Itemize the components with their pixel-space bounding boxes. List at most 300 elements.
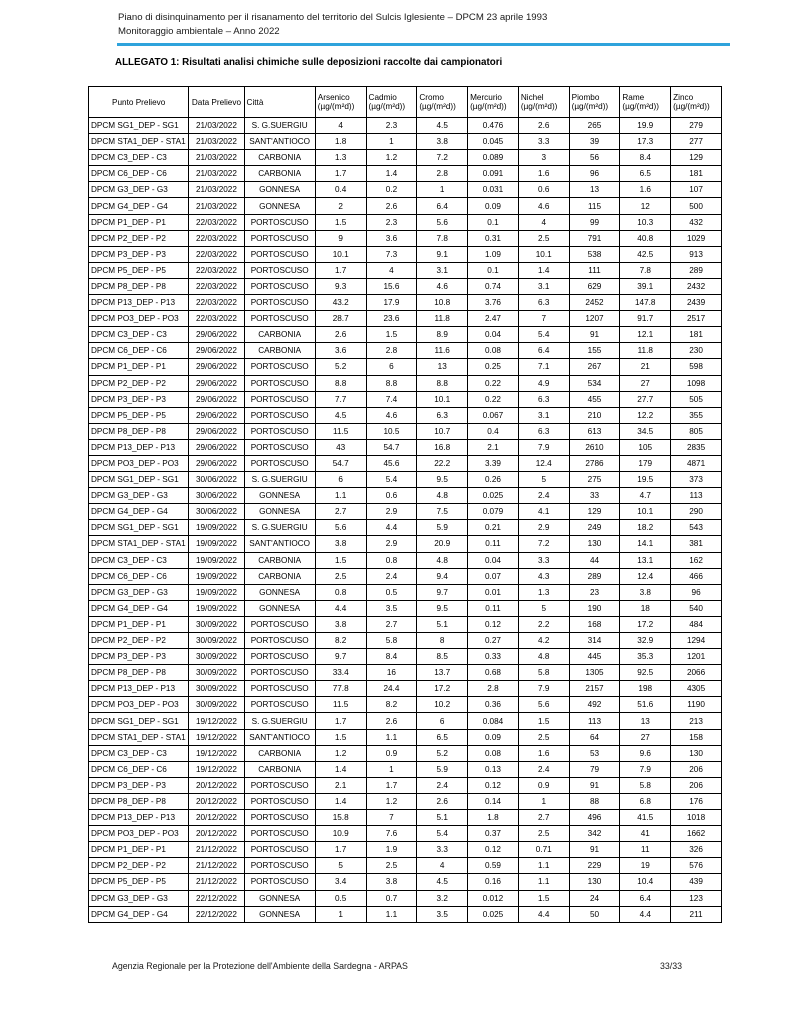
table-cell: 6.3: [417, 407, 468, 423]
table-cell: 181: [671, 327, 722, 343]
table-cell: CARBONIA: [244, 761, 315, 777]
table-cell: 19: [620, 858, 671, 874]
table-cell: 19/12/2022: [189, 745, 244, 761]
table-cell: 1.7: [315, 166, 366, 182]
table-cell: PORTOSCUSO: [244, 810, 315, 826]
table-cell: 4.4: [518, 906, 569, 922]
table-cell: 29/06/2022: [189, 423, 244, 439]
table-cell: 30/09/2022: [189, 665, 244, 681]
table-cell: 35.3: [620, 649, 671, 665]
table-cell: 2.4: [366, 568, 417, 584]
table-row: [89, 600, 722, 616]
table-cell: 3.39: [468, 455, 519, 471]
table-cell: 4.2: [518, 633, 569, 649]
table-cell: 29/06/2022: [189, 359, 244, 375]
table-cell: DPCM P1_DEP - P1: [89, 214, 189, 230]
table-cell: 0.045: [468, 134, 519, 150]
table-cell: 0.4: [315, 182, 366, 198]
table-cell: 30/06/2022: [189, 504, 244, 520]
table-cell: 5: [518, 600, 569, 616]
table-cell: 2610: [569, 439, 620, 455]
table-cell: 2.1: [315, 777, 366, 793]
table-cell: DPCM G3_DEP - G3: [89, 584, 189, 600]
table-cell: 0.8: [366, 552, 417, 568]
table-cell: 0.067: [468, 407, 519, 423]
table-cell: 289: [569, 568, 620, 584]
table-cell: 3.6: [315, 343, 366, 359]
table-cell: 3.3: [518, 134, 569, 150]
table-cell: 913: [671, 246, 722, 262]
table-cell: 1.4: [315, 761, 366, 777]
table-cell: 11.5: [315, 423, 366, 439]
table-cell: 1.7: [366, 777, 417, 793]
table-cell: 0.01: [468, 584, 519, 600]
table-cell: 4.6: [417, 278, 468, 294]
table-cell: 484: [671, 616, 722, 632]
table-row: [89, 182, 722, 198]
table-cell: 105: [620, 439, 671, 455]
table-cell: DPCM P5_DEP - P5: [89, 407, 189, 423]
table-cell: 4: [518, 214, 569, 230]
table-cell: 0.26: [468, 472, 519, 488]
table-cell: 0.7: [366, 890, 417, 906]
table-cell: 33.4: [315, 665, 366, 681]
table-cell: 7.4: [366, 391, 417, 407]
table-cell: 3.8: [620, 584, 671, 600]
table-cell: 2.4: [417, 777, 468, 793]
column-header-label: Punto Prelievo: [112, 97, 166, 107]
table-cell: 0.031: [468, 182, 519, 198]
table-cell: 8.2: [366, 697, 417, 713]
table-row: [89, 166, 722, 182]
table-cell: 4.6: [366, 407, 417, 423]
table-cell: 8.8: [315, 375, 366, 391]
header-line-1: Piano di disinquinamento per il risanamento del territorio del Sulcis Iglesiente – DPCM 23 aprile 1993: [118, 12, 548, 23]
table-cell: 5.9: [417, 761, 468, 777]
table-cell: 8.8: [417, 375, 468, 391]
table-cell: 155: [569, 343, 620, 359]
table-cell: 439: [671, 874, 722, 890]
table-cell: 576: [671, 858, 722, 874]
table-cell: S. G.SUERGIU: [244, 520, 315, 536]
table-row: [89, 150, 722, 166]
header-line-2: Monitoraggio ambientale – Anno 2022: [118, 25, 280, 37]
table-cell: 5.6: [518, 697, 569, 713]
table-cell: 4.5: [315, 407, 366, 423]
table-cell: 7.9: [518, 681, 569, 697]
table-cell: 1.5: [315, 552, 366, 568]
table-cell: 11.8: [417, 311, 468, 327]
table-cell: 11: [620, 842, 671, 858]
table-cell: 3.4: [315, 874, 366, 890]
table-cell: 5.4: [417, 826, 468, 842]
table-row: [89, 488, 722, 504]
table-cell: DPCM C3_DEP - C3: [89, 327, 189, 343]
table-cell: 249: [569, 520, 620, 536]
table-cell: 107: [671, 182, 722, 198]
table-cell: 181: [671, 166, 722, 182]
table-cell: DPCM PO3_DEP - PO3: [89, 455, 189, 471]
table-cell: 198: [620, 681, 671, 697]
table-cell: 1.1: [366, 906, 417, 922]
table-cell: 7: [366, 810, 417, 826]
table-cell: 598: [671, 359, 722, 375]
table-cell: DPCM P5_DEP - P5: [89, 262, 189, 278]
table-cell: 496: [569, 810, 620, 826]
table-cell: 30/09/2022: [189, 633, 244, 649]
table-cell: DPCM G3_DEP - G3: [89, 182, 189, 198]
table-cell: CARBONIA: [244, 150, 315, 166]
table-cell: 19/09/2022: [189, 536, 244, 552]
table-cell: DPCM P13_DEP - P13: [89, 439, 189, 455]
table-cell: 2432: [671, 278, 722, 294]
table-cell: 805: [671, 423, 722, 439]
column-header-unit: (µg/(m²d)): [673, 102, 710, 111]
table-header: [89, 87, 722, 118]
table-cell: 51.6: [620, 697, 671, 713]
table-cell: 4.9: [518, 375, 569, 391]
table-row: [89, 311, 722, 327]
column-header: [244, 87, 315, 118]
table-cell: 2.6: [366, 198, 417, 214]
table-cell: SANT'ANTIOCO: [244, 536, 315, 552]
table-cell: 9.4: [417, 568, 468, 584]
table-cell: PORTOSCUSO: [244, 874, 315, 890]
table-row: [89, 616, 722, 632]
table-cell: 791: [569, 230, 620, 246]
table-cell: 2.8: [417, 166, 468, 182]
table-cell: PORTOSCUSO: [244, 826, 315, 842]
table-cell: S. G.SUERGIU: [244, 713, 315, 729]
table-cell: 14.1: [620, 536, 671, 552]
table-cell: 179: [620, 455, 671, 471]
table-cell: GONNESA: [244, 198, 315, 214]
table-cell: 10.8: [417, 295, 468, 311]
table-cell: 0.089: [468, 150, 519, 166]
table-cell: 2.4: [518, 488, 569, 504]
table-cell: 6: [366, 359, 417, 375]
table-cell: 2.5: [518, 729, 569, 745]
table-row: [89, 423, 722, 439]
table-cell: 0.4: [468, 423, 519, 439]
table-cell: 1.9: [366, 842, 417, 858]
table-cell: 13: [620, 713, 671, 729]
table-cell: DPCM C3_DEP - C3: [89, 552, 189, 568]
table-row: [89, 134, 722, 150]
table-cell: GONNESA: [244, 906, 315, 922]
table-cell: PORTOSCUSO: [244, 777, 315, 793]
table-cell: PORTOSCUSO: [244, 375, 315, 391]
table-cell: 130: [569, 536, 620, 552]
table-cell: 2.2: [518, 616, 569, 632]
table-cell: 2066: [671, 665, 722, 681]
table-cell: 1.1: [518, 858, 569, 874]
table-cell: DPCM PO3_DEP - PO3: [89, 697, 189, 713]
table-cell: 1.4: [366, 166, 417, 182]
table-cell: 2.6: [417, 793, 468, 809]
table-cell: PORTOSCUSO: [244, 439, 315, 455]
table-row: [89, 649, 722, 665]
table-cell: DPCM P3_DEP - P3: [89, 391, 189, 407]
table-cell: 18: [620, 600, 671, 616]
table-cell: 129: [569, 504, 620, 520]
column-header-unit: (µg/(m²d)): [520, 102, 558, 111]
table-cell: 2.47: [468, 311, 519, 327]
table-cell: 21/03/2022: [189, 150, 244, 166]
table-cell: 6.3: [518, 391, 569, 407]
table-cell: 2786: [569, 455, 620, 471]
deposition-results-table: [88, 86, 722, 923]
table-cell: CARBONIA: [244, 568, 315, 584]
table-cell: 10.1: [315, 246, 366, 262]
table-cell: 4.4: [315, 600, 366, 616]
page-number: 33/33: [660, 961, 683, 971]
table-cell: DPCM P2_DEP - P2: [89, 633, 189, 649]
table-cell: 22/03/2022: [189, 230, 244, 246]
table-cell: 2835: [671, 439, 722, 455]
table-cell: 432: [671, 214, 722, 230]
table-cell: 2.3: [366, 118, 417, 134]
table-cell: 2.9: [518, 520, 569, 536]
table-cell: 613: [569, 423, 620, 439]
table-cell: 20/12/2022: [189, 777, 244, 793]
table-row: [89, 407, 722, 423]
table-row: [89, 520, 722, 536]
table-cell: 19/12/2022: [189, 729, 244, 745]
table-cell: PORTOSCUSO: [244, 665, 315, 681]
table-cell: 1.7: [315, 842, 366, 858]
table-cell: 0.21: [468, 520, 519, 536]
table-cell: 1.3: [518, 584, 569, 600]
table-cell: 1: [366, 761, 417, 777]
column-header: [189, 87, 244, 118]
table-cell: PORTOSCUSO: [244, 681, 315, 697]
table-cell: 39.1: [620, 278, 671, 294]
table-cell: 1: [417, 182, 468, 198]
table-cell: 19/09/2022: [189, 552, 244, 568]
table-cell: 77.8: [315, 681, 366, 697]
table-cell: 9.5: [417, 600, 468, 616]
table-cell: 5.6: [417, 214, 468, 230]
table-cell: 1.2: [366, 793, 417, 809]
table-cell: 534: [569, 375, 620, 391]
table-cell: 91: [569, 327, 620, 343]
table-cell: 289: [671, 262, 722, 278]
table-cell: DPCM G4_DEP - G4: [89, 504, 189, 520]
table-cell: CARBONIA: [244, 552, 315, 568]
table-cell: 111: [569, 262, 620, 278]
table-cell: DPCM P2_DEP - P2: [89, 858, 189, 874]
table-cell: 32.9: [620, 633, 671, 649]
table-cell: 39: [569, 134, 620, 150]
table-cell: 9.7: [315, 649, 366, 665]
table-cell: 9.6: [620, 745, 671, 761]
column-header-label: Zinco: [673, 93, 694, 102]
table-row: [89, 729, 722, 745]
table-cell: 4: [315, 118, 366, 134]
table-cell: CARBONIA: [244, 745, 315, 761]
table-cell: 92.5: [620, 665, 671, 681]
table-row: [89, 246, 722, 262]
table-cell: 206: [671, 761, 722, 777]
table-cell: 30/09/2022: [189, 697, 244, 713]
table-row: [89, 472, 722, 488]
table-cell: 2.7: [366, 616, 417, 632]
table-cell: 1.2: [366, 150, 417, 166]
table-row: [89, 214, 722, 230]
column-header-unit: (µg/(m²d)): [470, 102, 507, 111]
column-header: [89, 87, 189, 118]
table-cell: 99: [569, 214, 620, 230]
table-cell: 9: [315, 230, 366, 246]
table-cell: 0.8: [315, 584, 366, 600]
table-cell: 0.12: [468, 842, 519, 858]
table-cell: 11.6: [417, 343, 468, 359]
table-cell: DPCM G4_DEP - G4: [89, 198, 189, 214]
table-cell: DPCM SG1_DEP - SG1: [89, 713, 189, 729]
table-cell: SANT'ANTIOCO: [244, 729, 315, 745]
table-header-row: [89, 87, 722, 118]
table-cell: 4.3: [518, 568, 569, 584]
table-cell: 0.33: [468, 649, 519, 665]
table-cell: 3.6: [366, 230, 417, 246]
table-cell: 147.8: [620, 295, 671, 311]
table-cell: 22/03/2022: [189, 295, 244, 311]
table-cell: 326: [671, 842, 722, 858]
table-cell: 466: [671, 568, 722, 584]
table-cell: 5.8: [620, 777, 671, 793]
footer-text: Agenzia Regionale per la Protezione dell'Ambiente della Sardegna - ARPAS: [112, 961, 408, 971]
table-row: [89, 906, 722, 922]
table-cell: 1207: [569, 311, 620, 327]
table-cell: 45.6: [366, 455, 417, 471]
table-cell: 64: [569, 729, 620, 745]
table-cell: 275: [569, 472, 620, 488]
table-cell: 6: [417, 713, 468, 729]
table-cell: 0.16: [468, 874, 519, 890]
table-cell: 1305: [569, 665, 620, 681]
table-cell: 53: [569, 745, 620, 761]
table-cell: 0.025: [468, 906, 519, 922]
table-cell: DPCM C6_DEP - C6: [89, 343, 189, 359]
table-cell: DPCM P1_DEP - P1: [89, 616, 189, 632]
table-cell: 7.9: [518, 439, 569, 455]
table-row: [89, 455, 722, 471]
table-cell: 8.9: [417, 327, 468, 343]
table-cell: 13: [569, 182, 620, 198]
table-cell: 0.091: [468, 166, 519, 182]
table-cell: 12.1: [620, 327, 671, 343]
table-body: [89, 118, 722, 923]
table-cell: 113: [671, 488, 722, 504]
table-cell: 30/06/2022: [189, 488, 244, 504]
table-cell: 0.07: [468, 568, 519, 584]
table-cell: 229: [569, 858, 620, 874]
table-cell: 1201: [671, 649, 722, 665]
table-cell: 4.6: [518, 198, 569, 214]
table-cell: 22/03/2022: [189, 311, 244, 327]
table-cell: 1.6: [518, 745, 569, 761]
table-cell: 6.4: [620, 890, 671, 906]
table-cell: 91: [569, 777, 620, 793]
table-cell: 1.5: [518, 890, 569, 906]
table-cell: 10.1: [518, 246, 569, 262]
table-cell: DPCM P13_DEP - P13: [89, 810, 189, 826]
table-cell: GONNESA: [244, 600, 315, 616]
table-cell: PORTOSCUSO: [244, 633, 315, 649]
table-row: [89, 681, 722, 697]
table-row: [89, 761, 722, 777]
table-cell: 8.5: [417, 649, 468, 665]
table-cell: 265: [569, 118, 620, 134]
table-row: [89, 552, 722, 568]
table-cell: 43: [315, 439, 366, 455]
table-cell: 176: [671, 793, 722, 809]
table-cell: 4305: [671, 681, 722, 697]
table-cell: 11.8: [620, 343, 671, 359]
table-cell: 6.8: [620, 793, 671, 809]
table-cell: 7.2: [417, 150, 468, 166]
table-cell: 21/12/2022: [189, 874, 244, 890]
table-cell: 29/06/2022: [189, 455, 244, 471]
table-cell: 6.4: [417, 198, 468, 214]
column-header-label: Rame: [622, 93, 645, 102]
table-cell: 3.5: [366, 600, 417, 616]
page-title: ALLEGATO 1: Risultati analisi chimiche sulle deposizioni raccolte dai campionatori: [115, 57, 503, 68]
table-cell: 4.4: [620, 906, 671, 922]
table-row: [89, 262, 722, 278]
table-cell: 129: [671, 150, 722, 166]
table-row: [89, 665, 722, 681]
table-cell: 0.084: [468, 713, 519, 729]
column-header-label: Mercurio: [470, 93, 502, 102]
table-cell: 2.9: [366, 536, 417, 552]
table-cell: 113: [569, 713, 620, 729]
table-cell: 10.1: [620, 504, 671, 520]
table-cell: 6: [315, 472, 366, 488]
table-cell: 21/12/2022: [189, 842, 244, 858]
table-cell: 22/12/2022: [189, 890, 244, 906]
table-cell: GONNESA: [244, 488, 315, 504]
table-cell: 16.8: [417, 439, 468, 455]
table-cell: DPCM PO3_DEP - PO3: [89, 826, 189, 842]
table-cell: 0.04: [468, 327, 519, 343]
table-cell: 500: [671, 198, 722, 214]
table-cell: 21/12/2022: [189, 858, 244, 874]
table-cell: PORTOSCUSO: [244, 423, 315, 439]
table-cell: 445: [569, 649, 620, 665]
table-cell: 20/12/2022: [189, 810, 244, 826]
table-cell: DPCM P2_DEP - P2: [89, 230, 189, 246]
table-cell: 96: [569, 166, 620, 182]
table-cell: 10.5: [366, 423, 417, 439]
table-cell: 1029: [671, 230, 722, 246]
table-cell: 2.8: [468, 681, 519, 697]
table-cell: 8.4: [366, 649, 417, 665]
table-cell: 3.5: [417, 906, 468, 922]
table-cell: 0.025: [468, 488, 519, 504]
table-cell: 0.13: [468, 761, 519, 777]
table-cell: 41.5: [620, 810, 671, 826]
table-cell: 6.5: [620, 166, 671, 182]
table-cell: DPCM STA1_DEP - STA1: [89, 536, 189, 552]
table-row: [89, 793, 722, 809]
table-cell: 0.71: [518, 842, 569, 858]
table-cell: 3.1: [518, 278, 569, 294]
table-cell: 30/09/2022: [189, 649, 244, 665]
table-cell: 5.2: [315, 359, 366, 375]
table-cell: 7.5: [417, 504, 468, 520]
